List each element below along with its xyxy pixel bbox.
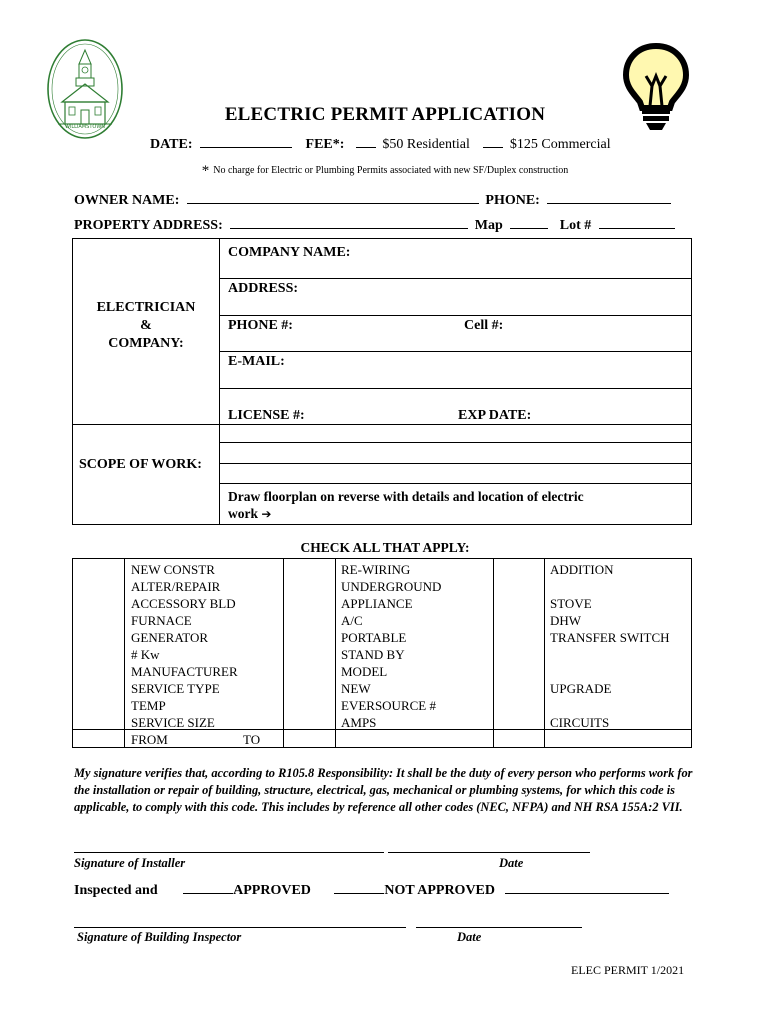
inspector-date-line[interactable] bbox=[416, 927, 582, 928]
license-label[interactable]: LICENSE #: bbox=[228, 408, 305, 423]
owner-name-label: OWNER NAME: bbox=[74, 193, 180, 208]
checklist-grid bbox=[72, 558, 692, 748]
phone-label: PHONE: bbox=[485, 193, 540, 208]
checklist-item[interactable]: DHW bbox=[550, 613, 582, 628]
not-approved-check[interactable] bbox=[334, 880, 384, 894]
checklist-item[interactable]: APPLIANCE bbox=[341, 596, 413, 611]
checklist-item[interactable]: # Kw bbox=[131, 647, 160, 662]
address-row bbox=[74, 215, 675, 234]
electrician-label-line1: ELECTRICIAN bbox=[96, 300, 196, 315]
checklist-item[interactable]: AMPS bbox=[341, 715, 377, 730]
inspection-row bbox=[74, 880, 669, 899]
inspector-date-label: Date bbox=[457, 930, 482, 944]
owner-row bbox=[74, 190, 671, 209]
electrician-scope-box bbox=[72, 238, 692, 525]
checklist-col-3 bbox=[550, 561, 670, 748]
grid-col-line bbox=[283, 559, 284, 747]
note-asterisk: * bbox=[201, 163, 210, 179]
checklist-item[interactable]: UPGRADE bbox=[550, 681, 612, 696]
logo-text: WILLIAMSTOWN bbox=[64, 124, 106, 130]
phone-number-label[interactable]: PHONE #: bbox=[228, 318, 293, 333]
electrician-label-line3: COMPANY: bbox=[108, 336, 184, 351]
checklist-title: CHECK ALL THAT APPLY: bbox=[300, 540, 470, 555]
checklist-item[interactable]: PORTABLE bbox=[341, 630, 407, 645]
date-fee-row bbox=[150, 134, 611, 153]
row-line bbox=[219, 388, 691, 389]
company-name-label[interactable]: COMPANY NAME: bbox=[228, 245, 351, 260]
fee-label: FEE*: bbox=[305, 137, 345, 152]
checklist-item[interactable]: RE-WIRING bbox=[341, 562, 411, 577]
checklist-to-label: TO bbox=[243, 732, 261, 747]
lot-label: Lot # bbox=[559, 218, 592, 233]
checklist-item bbox=[550, 646, 670, 663]
checklist-item[interactable]: NEW bbox=[341, 681, 371, 696]
scope-line bbox=[219, 442, 691, 443]
inspected-label: Inspected and bbox=[74, 883, 158, 898]
grid-col-line bbox=[544, 559, 545, 747]
date-field[interactable] bbox=[200, 134, 292, 148]
checklist-item bbox=[550, 663, 670, 680]
checklist-col-2 bbox=[341, 561, 441, 748]
fee-commercial-check[interactable] bbox=[483, 134, 503, 148]
box-divider bbox=[219, 239, 220, 524]
not-approved-label: NOT APPROVED bbox=[384, 883, 496, 898]
checklist-col-1 bbox=[131, 561, 238, 748]
lot-field[interactable] bbox=[599, 215, 675, 229]
checklist-item bbox=[550, 578, 670, 595]
checklist-item bbox=[550, 697, 670, 714]
email-label[interactable]: E-MAIL: bbox=[228, 354, 285, 369]
signature-statement: My signature verifies that, according to R105.8 Responsibility: It shall be the duty of every person who performs work for the installation or repair of building, structure, electrical, gas, mechanical or plumbing systems, for which this code is applicable, to comply with this code. This includes by reference all other codes (NEC, NFPA) and NH RSA 155A:2 VII. bbox=[74, 766, 693, 814]
checklist-item[interactable]: MODEL bbox=[341, 664, 388, 679]
grid-col-line bbox=[493, 559, 494, 747]
checklist-item[interactable]: ADDITION bbox=[550, 562, 614, 577]
address-label[interactable]: ADDRESS: bbox=[228, 281, 299, 296]
checklist-item bbox=[341, 731, 441, 748]
checklist-item[interactable]: MANUFACTURER bbox=[131, 664, 238, 679]
fee-residential-label: $50 Residential bbox=[382, 137, 470, 152]
scope-line bbox=[219, 463, 691, 464]
owner-name-field[interactable] bbox=[187, 190, 479, 204]
checklist-item[interactable]: FURNACE bbox=[131, 613, 192, 628]
scope-label: SCOPE OF WORK: bbox=[79, 457, 202, 472]
fee-residential-check[interactable] bbox=[356, 134, 376, 148]
electrician-label-line2: & bbox=[140, 318, 152, 333]
inspector-signature-line[interactable] bbox=[74, 927, 406, 928]
checklist-item[interactable]: STOVE bbox=[550, 596, 592, 611]
exp-date-label[interactable]: EXP DATE: bbox=[458, 408, 532, 423]
checklist-item[interactable]: CIRCUITS bbox=[550, 715, 610, 730]
checklist-item[interactable]: NEW CONSTR bbox=[131, 562, 215, 577]
right-arrow-icon: ➔ bbox=[261, 507, 272, 521]
property-address-field[interactable] bbox=[230, 215, 468, 229]
checklist-item[interactable]: UNDERGROUND bbox=[341, 579, 442, 594]
grid-col-line bbox=[335, 559, 336, 747]
electrician-label bbox=[73, 299, 219, 353]
section-line bbox=[73, 424, 691, 425]
date-label: DATE: bbox=[150, 137, 193, 152]
form-code: ELEC PERMIT 1/2021 bbox=[571, 963, 685, 977]
checklist-item[interactable]: TRANSFER SWITCH bbox=[550, 630, 670, 645]
phone-field[interactable] bbox=[547, 190, 671, 204]
map-field[interactable] bbox=[510, 215, 548, 229]
page-title: ELECTRIC PERMIT APPLICATION bbox=[224, 104, 546, 125]
checklist-item[interactable]: GENERATOR bbox=[131, 630, 209, 645]
floorplan-note bbox=[228, 488, 584, 523]
checklist-item bbox=[550, 731, 670, 748]
installer-signature-line[interactable] bbox=[74, 852, 384, 853]
checklist-item[interactable]: EVERSOURCE # bbox=[341, 698, 436, 713]
approved-label: APPROVED bbox=[233, 883, 311, 898]
fee-commercial-label: $125 Commercial bbox=[509, 137, 611, 152]
fee-note bbox=[0, 163, 770, 180]
installer-date-line[interactable] bbox=[388, 852, 590, 853]
inspector-signature-label: Signature of Building Inspector bbox=[77, 930, 242, 944]
checklist-item[interactable]: ALTER/REPAIR bbox=[131, 579, 221, 594]
property-address-label: PROPERTY ADDRESS: bbox=[74, 218, 223, 233]
checklist-item[interactable]: A/C bbox=[341, 613, 363, 628]
installer-date-label: Date bbox=[499, 856, 524, 870]
checklist-item[interactable]: STAND BY bbox=[341, 647, 405, 662]
installer-signature-label: Signature of Installer bbox=[74, 856, 186, 870]
floorplan-note-line2: work bbox=[228, 506, 258, 521]
row-line bbox=[219, 315, 691, 316]
checklist-item[interactable]: FROM bbox=[131, 732, 168, 747]
scope-line bbox=[219, 483, 691, 484]
inspection-notes-field[interactable] bbox=[505, 880, 669, 894]
cell-number-label[interactable]: Cell #: bbox=[464, 318, 504, 333]
row-line bbox=[219, 351, 691, 352]
approved-check[interactable] bbox=[183, 880, 233, 894]
checklist-item[interactable]: TEMP bbox=[131, 698, 166, 713]
checklist-item[interactable]: SERVICE SIZE bbox=[131, 715, 215, 730]
row-line bbox=[219, 278, 691, 279]
note-text: No charge for Electric or Plumbing Permits associated with new SF/Duplex construction bbox=[213, 165, 569, 176]
checklist-item[interactable]: ACCESSORY BLD bbox=[131, 596, 236, 611]
floorplan-note-line1: Draw floorplan on reverse with details and location of electric bbox=[228, 489, 584, 504]
checklist-item[interactable]: SERVICE TYPE bbox=[131, 681, 220, 696]
grid-col-line bbox=[124, 559, 125, 747]
map-label: Map bbox=[474, 218, 503, 233]
